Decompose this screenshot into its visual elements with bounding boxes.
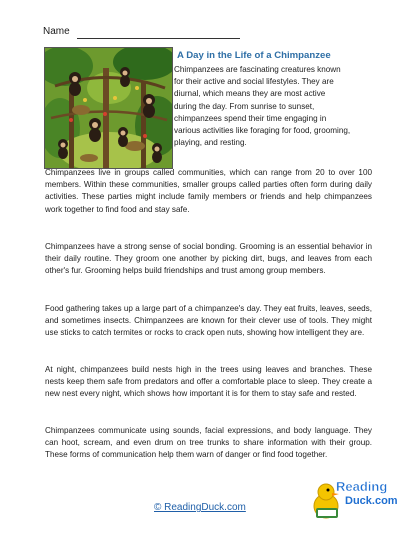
worksheet-title: A Day in the Life of a Chimpanzee bbox=[177, 50, 331, 61]
paragraph-food: Food gathering takes up a large part of a chimpanzee's day. They eat fruits, leaves, seeds, and sometimes insects. Chimpanzees are known for their clever use of tools. They might use sticks to catch termites or rocks to crack open nuts, showing how intelligent they are. bbox=[45, 304, 372, 338]
intro-line: for their active and social lifestyles. They are bbox=[174, 77, 334, 87]
intro-line: playing, and resting. bbox=[174, 138, 247, 148]
paragraph-grooming: Chimpanzees have a strong sense of social bonding. Grooming is an essential behavior in their daily routine. They groom one another by picking dirt, bugs, and leaves from each other's fur. Grooming helps build friendships and trust among group members. bbox=[45, 242, 372, 276]
intro-line: Chimpanzees are fascinating creatures known bbox=[174, 65, 341, 74]
intro-line: various activities like foraging for food, grooming, bbox=[174, 126, 351, 136]
logo-text-reading: Reading bbox=[336, 479, 388, 494]
paragraph-nests: At night, chimpanzees build nests high in the trees using leaves and branches. These nests keep them safe from predators and offer a comfortable place to sleep. They create a new nest every night, which shows how important it is for them to stay safe and rested. bbox=[45, 365, 372, 399]
paragraph-communication: Chimpanzees communicate using sounds, facial expressions, and body language. They can hoot, scream, and even drum on tree trunks to share information with their group. These forms of communication help them warn of danger or find food together. bbox=[45, 426, 372, 460]
jungle-scene-image bbox=[45, 48, 172, 168]
name-blank-line bbox=[77, 38, 240, 39]
logo-text-duck: Duck.com bbox=[345, 495, 398, 507]
intro-line: during the day. From sunrise to sunset, bbox=[174, 101, 315, 111]
intro-line: chimpanzees spend their time engaging in bbox=[174, 113, 327, 123]
readingduck-link[interactable]: © ReadingDuck.com bbox=[154, 502, 246, 513]
intro-paragraph bbox=[174, 64, 373, 149]
intro-line: diurnal, which means they are most active bbox=[174, 89, 326, 99]
name-label: Name bbox=[43, 26, 70, 37]
paragraph-communities: Chimpanzees live in groups called communities, which can range from 20 to over 100 members. Within these communities, smaller groups called parties often form during daily activities. These parties might include family members or friends and help chimpanzees work together to find food and stay safe. bbox=[45, 168, 372, 214]
chimpanzee-illustration bbox=[44, 47, 173, 169]
